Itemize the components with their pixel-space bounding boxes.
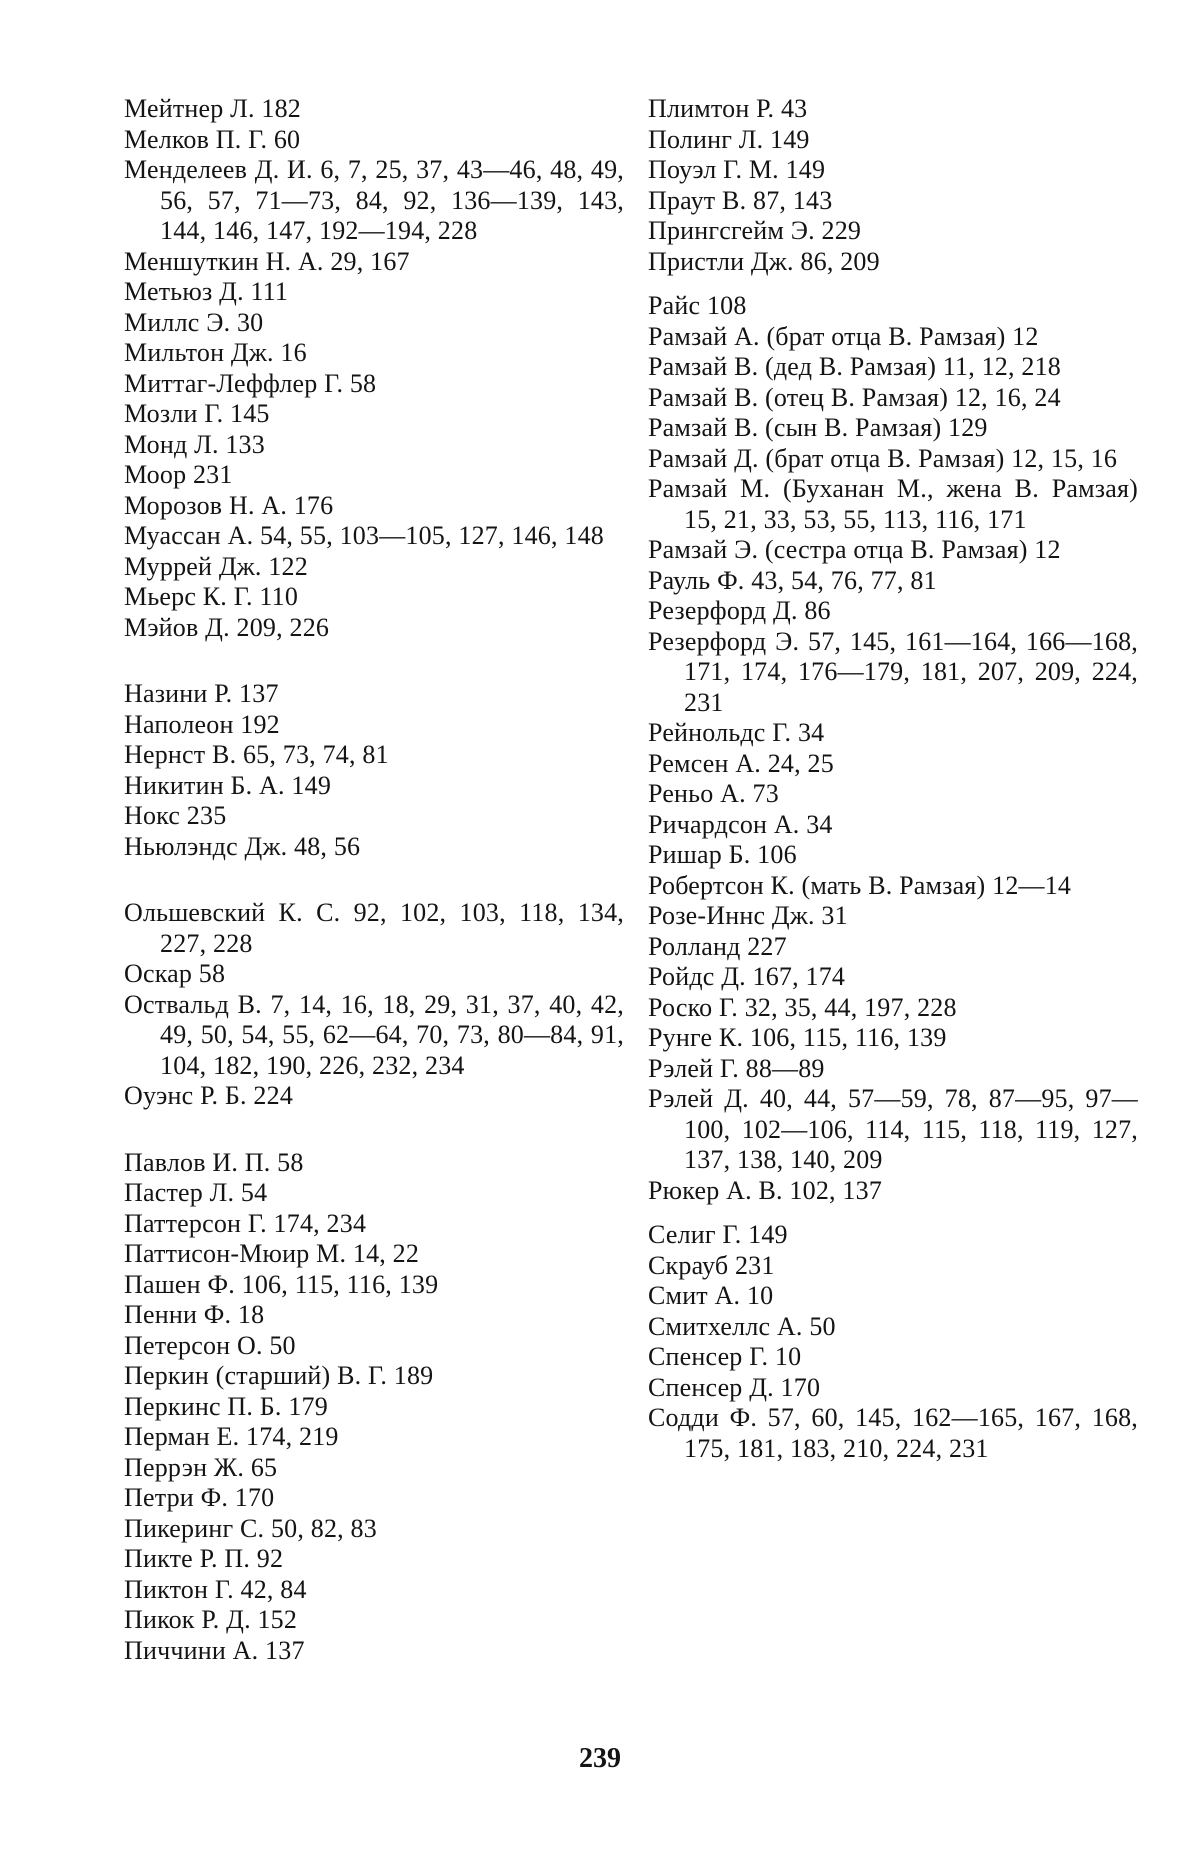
- index-entry: Паттисон-Мюир М. 14, 22: [124, 1239, 420, 1268]
- index-entry: Рамзай А. (брат отца В. Рамзая) 12: [648, 321, 1039, 351]
- index-entry: Ройдс Д. 167, 174: [648, 962, 846, 991]
- index-entry: Резерфорд Д. 86: [648, 596, 831, 625]
- index-entry: Мелков П. Г. 60: [124, 124, 301, 154]
- index-entry: Оствальд В. 7, 14, 16, 18, 29, 31, 37, 40, 42, 49, 50, 54, 55, 62—64, 70, 73, 80—84, 91, 104, 182, 190, 226, 232, 234: [124, 989, 624, 1080]
- index-entry: Никитин Б. А. 149: [124, 770, 332, 800]
- index-letter-group: [648, 291, 1138, 1206]
- index-entry: Рамзай В. (дед В. Рамзая) 11, 12, 218: [648, 352, 1061, 381]
- index-entry: Морозов Н. А. 176: [124, 490, 334, 520]
- index-entry: Пиктон Г. 42, 84: [124, 1574, 307, 1604]
- index-entry: Павлов И. П. 58: [124, 1147, 304, 1177]
- index-entry: Прингсгейм Э. 229: [648, 216, 862, 245]
- index-entry: Миллс Э. 30: [124, 307, 264, 337]
- index-entry: Резерфорд Э. 57, 145, 161—164, 166—168, 171, 174, 176—179, 181, 207, 209, 224, 231: [648, 626, 1138, 717]
- index-entry: Райс 108: [648, 291, 747, 320]
- index-entry: Рамзай Д. (брат отца В. Рамзая) 12, 15, 16: [648, 443, 1118, 473]
- index-entry: Рейнольдс Г. 34: [648, 718, 825, 747]
- index-entry: Перкинс П. Б. 179: [124, 1391, 328, 1421]
- index-entry: Рамзай В. (отец В. Рамзая) 12, 16, 24: [648, 382, 1061, 412]
- page-number: 239: [579, 1743, 621, 1774]
- index-entry: Плимтон Р. 43: [648, 94, 808, 123]
- index-entry: Рунге К. 106, 115, 116, 139: [648, 1023, 947, 1052]
- index-entry: Смитхеллс А. 50: [648, 1311, 836, 1341]
- index-entry: Мейтнер Л. 182: [124, 94, 301, 123]
- index-entry: Моор 231: [124, 460, 233, 489]
- index-letter-group: [648, 94, 1138, 277]
- index-entry: Монд Л. 133: [124, 429, 265, 459]
- letter-group-gap: [648, 1206, 1138, 1220]
- index-entry: Мэйов Д. 209, 226: [124, 612, 330, 642]
- index-entry: Робертсон К. (мать В. Рамзая) 12—14: [648, 870, 1072, 900]
- index-entry: Розе-Иннс Дж. 31: [648, 901, 848, 930]
- index-entry: Смит А. 10: [648, 1281, 774, 1310]
- letter-group-gap: [124, 1112, 624, 1148]
- index-entry: Селиг Г. 149: [648, 1220, 788, 1249]
- index-entry: Оскар 58: [124, 959, 226, 988]
- index-entry: Нокс 235: [124, 801, 227, 830]
- index-entry: Пиччини А. 137: [124, 1635, 305, 1665]
- index-entry: Пикеринг С. 50, 82, 83: [124, 1513, 377, 1543]
- index-entry: Муррей Дж. 122: [124, 551, 308, 581]
- index-entry: Меншуткин Н. А. 29, 167: [124, 246, 410, 276]
- index-entry: Ролланд 227: [648, 931, 787, 961]
- index-entry: Пастер Л. 54: [124, 1178, 268, 1207]
- index-entry: Миттаг-Леффлер Г. 58: [124, 368, 377, 398]
- index-entry: Рамзай В. (сын В. Рамзая) 129: [648, 413, 988, 442]
- index-entry: Петри Ф. 170: [124, 1483, 275, 1512]
- index-entry: Перман Е. 174, 219: [124, 1422, 339, 1451]
- index-entry: Ришар Б. 106: [648, 840, 797, 869]
- index-entry: Пашен Ф. 106, 115, 116, 139: [124, 1269, 439, 1299]
- index-column-right: [648, 94, 1138, 1464]
- index-entry: Мьерс К. Г. 110: [124, 582, 299, 611]
- index-entry: Праут В. 87, 143: [648, 185, 833, 215]
- index-entry: Рамзай Э. (сестра отца В. Рамзая) 12: [648, 535, 1061, 564]
- index-entry: Ремсен А. 24, 25: [648, 748, 834, 778]
- index-entry: Рэлей Д. 40, 44, 57—59, 78, 87—95, 97—100, 102—106, 114, 115, 118, 119, 127, 137, 138, 140, 209: [648, 1084, 1138, 1174]
- index-entry: Ньюлэндс Дж. 48, 56: [124, 831, 361, 861]
- letter-group-gap: [124, 862, 624, 898]
- index-entry: Перкин (старший) В. Г. 189: [124, 1361, 434, 1390]
- index-entry: Оуэнс Р. Б. 224: [124, 1081, 294, 1110]
- index-letter-group: [124, 94, 624, 643]
- index-entry: Рюкер А. В. 102, 137: [648, 1175, 883, 1205]
- index-entry: Метьюз Д. 111: [124, 277, 289, 306]
- index-entry: Перрэн Ж. 65: [124, 1452, 278, 1482]
- index-entry: Пикте Р. П. 92: [124, 1544, 284, 1573]
- index-entry: Полинг Л. 149: [648, 124, 810, 154]
- index-entry: Содди Ф. 57, 60, 145, 162—165, 167, 168, 175, 181, 183, 210, 224, 231: [648, 1403, 1138, 1463]
- index-entry: Реньо А. 73: [648, 779, 779, 808]
- index-column-left: [124, 94, 624, 1666]
- index-entry: Спенсер Д. 170: [648, 1372, 821, 1402]
- index-letter-group: [648, 1220, 1138, 1464]
- index-entry: Роско Г. 32, 35, 44, 197, 228: [648, 992, 957, 1022]
- index-entry: Рауль Ф. 43, 54, 76, 77, 81: [648, 565, 937, 595]
- index-entry: Муассан А. 54, 55, 103—105, 127, 146, 148: [124, 521, 604, 550]
- index-entry: Рамзай М. (Буханан М., жена В. Рамзая) 15, 21, 33, 53, 55, 113, 116, 171: [648, 474, 1138, 534]
- index-entry: Наполеон 192: [124, 709, 280, 739]
- index-entry: Паттерсон Г. 174, 234: [124, 1208, 367, 1238]
- letter-group-gap: [124, 643, 624, 679]
- index-entry: Рэлей Г. 88—89: [648, 1053, 825, 1083]
- index-entry: Мильтон Дж. 16: [124, 338, 307, 367]
- letter-group-gap: [648, 277, 1138, 291]
- index-entry: Скрауб 231: [648, 1250, 775, 1280]
- index-entry: Пенни Ф. 18: [124, 1300, 265, 1329]
- index-letter-group: [124, 679, 624, 862]
- index-entry: Мозли Г. 145: [124, 399, 270, 428]
- index-letter-group: [124, 898, 624, 1112]
- index-entry: Нернст В. 65, 73, 74, 81: [124, 740, 389, 769]
- index-entry: Назини Р. 137: [124, 679, 279, 708]
- index-entry: Поуэл Г. М. 149: [648, 155, 826, 184]
- index-entry: Пристли Дж. 86, 209: [648, 246, 880, 276]
- index-entry: Ричардсон А. 34: [648, 809, 833, 839]
- index-entry: Ольшевский К. С. 92, 102, 103, 118, 134, 227, 228: [124, 898, 624, 958]
- index-letter-group: [124, 1148, 624, 1667]
- index-entry: Петерсон О. 50: [124, 1330, 296, 1360]
- index-entry: Пикок Р. Д. 152: [124, 1605, 298, 1634]
- index-entry: Менделеев Д. И. 6, 7, 25, 37, 43—46, 48, 49, 56, 57, 71—73, 84, 92, 136—139, 143, 144, 146, 147, 192—194, 228: [124, 155, 624, 245]
- index-entry: Спенсер Г. 10: [648, 1342, 802, 1371]
